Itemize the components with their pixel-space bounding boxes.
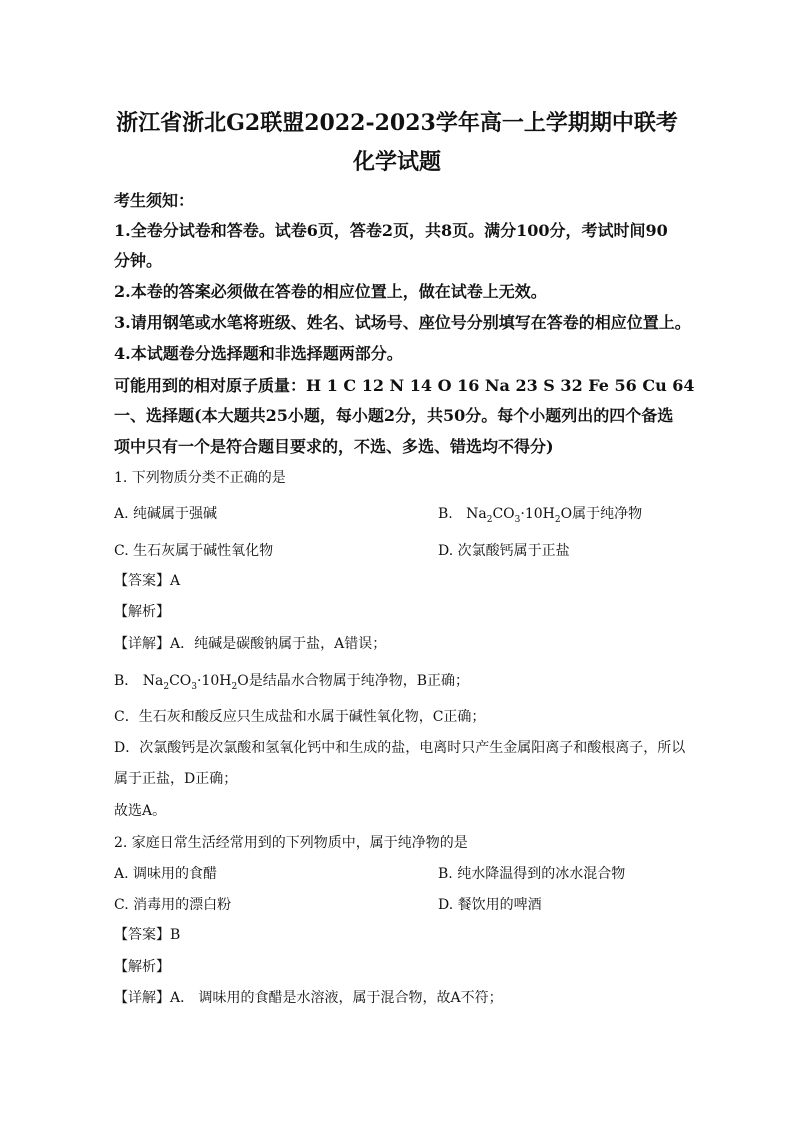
section-1-header-a: 一、选择题(本大题共25小题，每小题2分，共50分。每个小题列出的四个备选 xyxy=(114,406,674,425)
formula-sodium-carbonate-decahydrate: $Na_2CO_3\cdot 10H_2O$ xyxy=(457,506,573,525)
notice-heading: 考生须知： xyxy=(114,191,195,210)
q1-stem: 1. 下列物质分类不正确的是 xyxy=(114,470,286,486)
notice-item-3: 3.请用钢笔或水笔将班级、姓名、试场号、座位号分别填写在答卷的相应位置上。 xyxy=(114,313,691,332)
q1-option-d: D. 次氯酸钙属于正盐 xyxy=(438,543,570,559)
q1-detail-a: 【详解】A．纯碱是碳酸钠属于盐，A错误； xyxy=(114,636,387,652)
notice-item-2: 2.本卷的答案必须做在答卷的相应位置上，做在试卷上无效。 xyxy=(114,282,547,301)
atomic-masses: 可能用到的相对原子质量：H 1 C 12 N 14 O 16 Na 23 S 32 Fe 56 Cu 64 xyxy=(114,376,695,395)
q1-detail-b: B． $Na_2CO_3\cdot 10H_2O$是结晶水合物属于纯净物，B正确； xyxy=(114,673,470,692)
q1-detail-d1: D．次氯酸钙是次氯酸和氢氧化钙中和生成的盐，电离时只产生金属阳离子和酸根离子，所以 xyxy=(114,740,686,756)
q2-analysis-label: 【解析】 xyxy=(114,959,170,975)
q1-analysis-label: 【解析】 xyxy=(114,604,170,620)
q2-option-c: C. 消毒用的漂白粉 xyxy=(114,897,232,913)
formula-sodium-carbonate-decahydrate: $Na_2CO_3\cdot 10H_2O$ xyxy=(138,673,249,692)
q2-stem: 2. 家庭日常生活经常用到的下列物质中，属于纯净物的是 xyxy=(114,835,468,851)
q2-option-b: B. 纯水降温得到的冰水混合物 xyxy=(438,866,626,882)
notice-item-1a: 1.全卷分试卷和答卷。试卷6页，答卷2页，共8页。满分100分，考试时间90 xyxy=(114,221,668,240)
q1-conclusion: 故选A。 xyxy=(114,803,167,819)
notice-item-1b: 分钟。 xyxy=(114,251,163,270)
q1-answer: 【答案】A xyxy=(114,573,181,589)
q1-option-c: C. 生石灰属于碱性氧化物 xyxy=(114,543,274,559)
q2-answer: 【答案】B xyxy=(114,927,181,943)
notice-item-4: 4.本试题卷分选择题和非选择题两部分。 xyxy=(114,344,403,363)
q1-detail-c: C．生石灰和酸反应只生成盐和水属于碱性氧化物，C正确； xyxy=(114,709,486,725)
section-1-header-b: 项中只有一个是符合题目要求的，不选、多选、错选均不得分) xyxy=(114,437,554,456)
exam-subtitle: 化学试题 xyxy=(352,149,441,175)
q2-option-d: D. 餐饮用的啤酒 xyxy=(438,897,542,913)
q2-option-a: A. 调味用的食醋 xyxy=(114,866,218,882)
exam-title: 浙江省浙北G2联盟2022-2023学年高一上学期期中联考 xyxy=(116,110,678,136)
q1-option-b: B. $Na_2CO_3\cdot 10H_2O$属于纯净物 xyxy=(438,506,643,525)
q2-detail-a: 【详解】A． 调味用的食醋是水溶液，属于混合物，故A不符； xyxy=(114,990,503,1006)
q1-option-a: A. 纯碱属于强碱 xyxy=(114,506,218,522)
q1-detail-d2: 属于正盐，D正确； xyxy=(114,771,238,787)
